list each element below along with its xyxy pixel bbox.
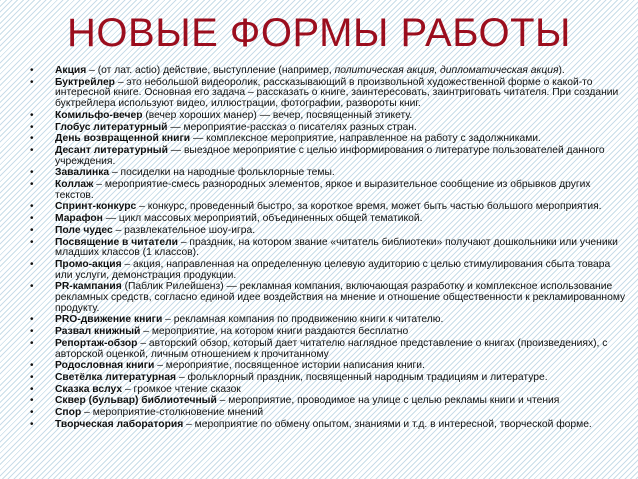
term-name: Сквер (бульвар) библиотечный <box>55 395 217 407</box>
term-definition: – праздник, на котором звание «читатель библиотеки» получают дошкольники или ученики младших классов (1 классов). <box>55 236 618 259</box>
list-item <box>0 420 638 431</box>
term-definition: (Паблик Рилейшенз) — рекламная компания, включающая разработку и комплексное использование рекламных средств, согласно единой идее воздействия на мнение и отношение общественности к рекламированному продукту. <box>55 281 626 314</box>
term-definition: — мероприятие-рассказ о писателях разных стран. <box>167 121 417 133</box>
term-name: Спор <box>55 407 82 419</box>
term-name: Завалинка <box>55 167 110 179</box>
list-item <box>0 408 638 419</box>
term-name: Комильфо-вечер <box>55 109 143 121</box>
term-name: Марафон <box>55 213 103 225</box>
bullet-icon: • <box>30 76 34 88</box>
bullet-icon: • <box>30 407 34 419</box>
list-item <box>0 146 638 167</box>
list-item <box>0 180 638 201</box>
bullet-icon: • <box>30 224 34 236</box>
list-item <box>0 78 638 110</box>
bullet-icon: • <box>30 383 34 395</box>
bullet-icon: • <box>30 133 34 145</box>
term-definition: — комплексное мероприятие, направленное на работу с задолжниками. <box>190 133 541 145</box>
list-item <box>0 123 638 134</box>
term-name: Поле чудес <box>55 224 113 236</box>
term-definition: — выездное мероприятие с целью информирования о литературе пользователей данного учреждения. <box>55 144 605 167</box>
term-name: Спринт-конкурс <box>55 201 137 213</box>
term-definition: – мероприятие по обмену опытом, знаниями и т.д. в интересной, творческой форме. <box>183 418 592 430</box>
term-definition: ). <box>558 65 565 76</box>
list-item <box>0 238 638 259</box>
term-name: Промо-акция <box>55 258 122 270</box>
term-definition: – фольклорный праздник, посвященный народным традициям и литературе. <box>176 371 548 383</box>
list-item <box>0 385 638 396</box>
bullet-icon: • <box>30 179 34 191</box>
term-name: Сказка вслух <box>55 383 123 395</box>
bullet-icon: • <box>30 213 34 225</box>
list-item <box>0 282 638 314</box>
term-definition: – мероприятие, проводимое на улице с целью рекламы книги и чтения <box>216 395 560 407</box>
list-item <box>0 339 638 360</box>
bullet-icon: • <box>30 371 34 383</box>
bullet-icon: • <box>30 326 34 338</box>
term-name: Коллаж <box>55 179 94 191</box>
term-name: Посвящение в читатели <box>55 236 178 248</box>
term-definition: – рекламная компания по продвижению книги к читателю. <box>162 314 444 326</box>
list-item <box>0 214 638 225</box>
list-item <box>0 260 638 281</box>
term-definition: – акция, направленная на определенную целевую аудиторию с целью стимулирования сбыта товара или услуги, демонстрация продукции. <box>55 258 611 281</box>
term-name: Репортаж-обзор <box>55 337 138 349</box>
bullet-icon: • <box>30 281 34 293</box>
term-name: Творческая лаборатория <box>55 418 184 430</box>
bullet-icon: • <box>30 258 34 270</box>
term-definition: (вечер хороших манер) — вечер, посвященный этикету. <box>142 109 413 121</box>
term-definition: – авторский обзор, который дает читателю наглядное представление о книгах (произведениях), с авторской оценкой, личным отношением к прочитанному <box>55 337 608 360</box>
list-item <box>0 327 638 338</box>
term-name: Глобус литературный <box>55 121 168 133</box>
list-item <box>0 361 638 372</box>
term-definition: – посиделки на народные фольклорные темы. <box>109 167 335 179</box>
term-name: Светёлка литературная <box>55 371 177 383</box>
term-definition: – мероприятие, посвященное истории написания книги. <box>154 360 425 372</box>
list-item <box>0 315 638 326</box>
bullet-icon: • <box>30 314 34 326</box>
bullet-icon: • <box>30 167 34 179</box>
list-item <box>0 202 638 213</box>
bullet-icon: • <box>30 418 34 430</box>
bullet-icon: • <box>30 144 34 156</box>
term-definition: – (от лат. actio) действие, выступление (например, <box>86 65 335 76</box>
bullet-icon: • <box>30 201 34 213</box>
term-definition: – мероприятие-смесь разнородных элементов, яркое и выразительное сообщение из обрывков других текстов. <box>55 179 591 201</box>
list-item <box>0 373 638 384</box>
term-name: Развал книжный <box>55 326 141 338</box>
bullet-icon: • <box>30 121 34 133</box>
term-name: Родословная книги <box>55 360 155 372</box>
bullet-icon: • <box>30 109 34 121</box>
list-item <box>0 66 638 77</box>
term-name: Буктрейлер <box>55 76 115 88</box>
list-item <box>0 168 638 179</box>
list-item <box>0 134 638 145</box>
term-definition: – это небольшой видеоролик, рассказывающий в произвольной художественной форме о какой-то интересной книге. Основная его задача – рассказать о книге, заинтересовать, заинтриговать читателя. При создании буктрейлера используют видео, иллюстрации, фотографии, развороты книг. <box>55 76 619 110</box>
term-definition: – громкое чтение сказок <box>122 383 241 395</box>
bullet-icon: • <box>30 337 34 349</box>
term-definition: – мероприятие, на котором книги раздаются бесплатно <box>140 326 409 338</box>
bullet-icon: • <box>30 395 34 407</box>
term-name: Десант литературный <box>55 144 168 156</box>
term-definition: – конкурс, проведенный быстро, за короткое время, может быть частью большого мероприятия. <box>136 201 602 213</box>
bullet-icon: • <box>30 236 34 248</box>
terms-list <box>0 66 638 432</box>
term-definition: – развлекательное шоу-игра. <box>112 224 256 236</box>
term-name: Акция <box>55 65 87 76</box>
term-name: День возвращенной книги <box>55 133 191 145</box>
term-example: политическая акция, дипломатическая акция <box>334 65 559 76</box>
list-item <box>0 226 638 237</box>
term-name: PRO-движение книги <box>55 314 163 326</box>
bullet-icon: • <box>30 360 34 372</box>
slide-title: НОВЫЕ ФОРМЫ РАБОТЫ <box>67 11 571 55</box>
list-item <box>0 111 638 122</box>
list-item <box>0 396 638 407</box>
term-definition: – мероприятие-столкновение мнений <box>81 407 264 419</box>
term-name: PR-кампания <box>55 281 122 293</box>
term-definition: — цикл массовых мероприятий, объединенных общей тематикой. <box>102 213 423 225</box>
bullet-icon: • <box>30 65 34 76</box>
